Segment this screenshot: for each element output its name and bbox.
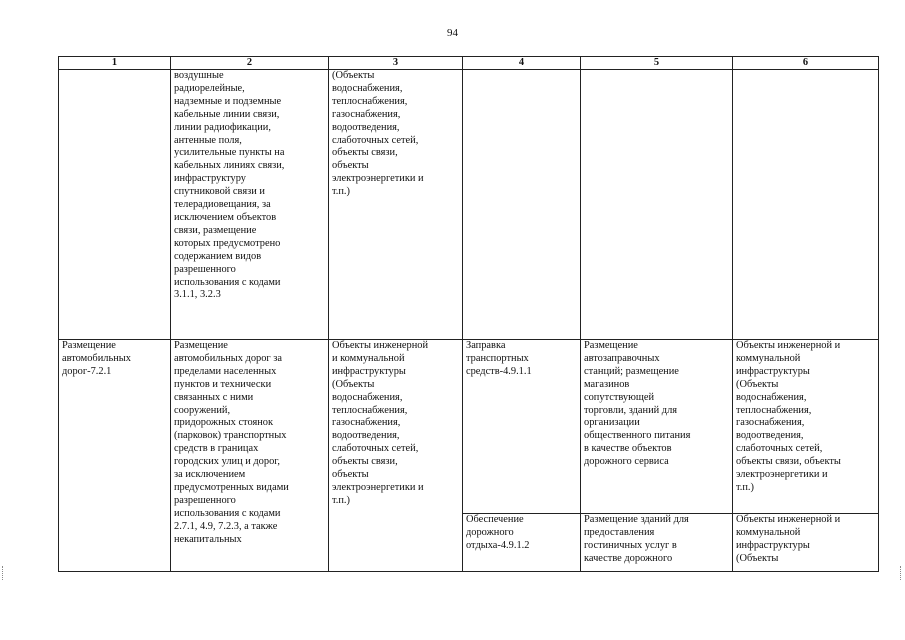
scan-edge-mark (2, 566, 5, 580)
page-number: 94 (447, 27, 458, 39)
table-row (59, 340, 879, 514)
column-header-3: 3 (329, 57, 463, 70)
table-cell (733, 340, 879, 514)
cell-text: Объекты инженерной и коммунальной инфраструктуры (Объекты водоснабжения, теплоснабжения, газоснабжения, водоотведения, слаботочных сетей, объекты связи, объекты электроэнергетики и т.п.) (736, 340, 841, 493)
column-header-6: 6 (733, 57, 879, 70)
cell-text: Объекты инженерной и коммунальной инфраструктуры (Объекты водоснабжения, теплоснабжения, газоснабжения, водоотведения, слаботочных сетей, объекты связи, объекты электроэнергетики и т.п.) (332, 340, 429, 506)
cell-text: Размещение зданий для предоставления гостиничных услуг в качестве дорожного (584, 514, 689, 564)
cell-text: (Объекты водоснабжения, теплоснабжения, газоснабжения, водоотведения, слаботочных сетей, объекты связи, объекты электроэнергетики и т.п.) (332, 70, 424, 198)
column-header-1: 1 (59, 57, 171, 70)
table-cell (581, 514, 733, 572)
table-cell (733, 70, 879, 340)
table-cell (463, 514, 581, 572)
table-cell (463, 340, 581, 514)
table-cell (59, 70, 171, 340)
cell-text: Размещение автомобильных дорог-7.2.1 (62, 340, 131, 377)
table-cell (581, 70, 733, 340)
table-cell (463, 70, 581, 340)
column-header-4: 4 (463, 57, 581, 70)
table-cell (733, 514, 879, 572)
cell-text: Заправка транспортных средств-4.9.1.1 (466, 340, 532, 377)
table-cell (171, 340, 329, 572)
table-cell (171, 70, 329, 340)
header-row (59, 57, 879, 70)
column-header-5: 5 (581, 57, 733, 70)
table-cell (329, 70, 463, 340)
cell-text: Размещение автозаправочных станций; размещение магазинов сопутствующей торговли, зданий для организации общественного питания в качестве объектов дорожного сервиса (584, 340, 691, 468)
table-cell (329, 340, 463, 572)
table-row (59, 70, 879, 340)
table-cell (59, 340, 171, 572)
cell-text: Обеспечение дорожного отдыха-4.9.1.2 (466, 514, 530, 551)
cell-text: воздушные радиорелейные, надземные и подземные кабельные линии связи, линии радиофикации, антенные поля, усилительные пункты на кабельных линиях связи, инфраструктуру спутниковой связи и телерадиовещания, за исключением объектов связи, размещение которых предусмотрено содержанием видов разрешенного использования с кодами 3.1.1, 3.2.3 (174, 70, 285, 301)
column-header-2: 2 (171, 57, 329, 70)
zoning-table (58, 56, 879, 572)
scan-edge-mark (900, 566, 903, 580)
cell-text: Размещение автомобильных дорог за пределами населенных пунктов и технически связанных с ними сооружений, придорожных стоянок (парковок) транспортных средств в границах городских улиц и дорог, за исключением предусмотренных видами разрешенного использования с кодами 2.7.1, 4.9, 7.2.3, а также некапитальных (174, 340, 289, 545)
table-cell (581, 340, 733, 514)
cell-text: Объекты инженерной и коммунальной инфраструктуры (Объекты (736, 514, 841, 564)
